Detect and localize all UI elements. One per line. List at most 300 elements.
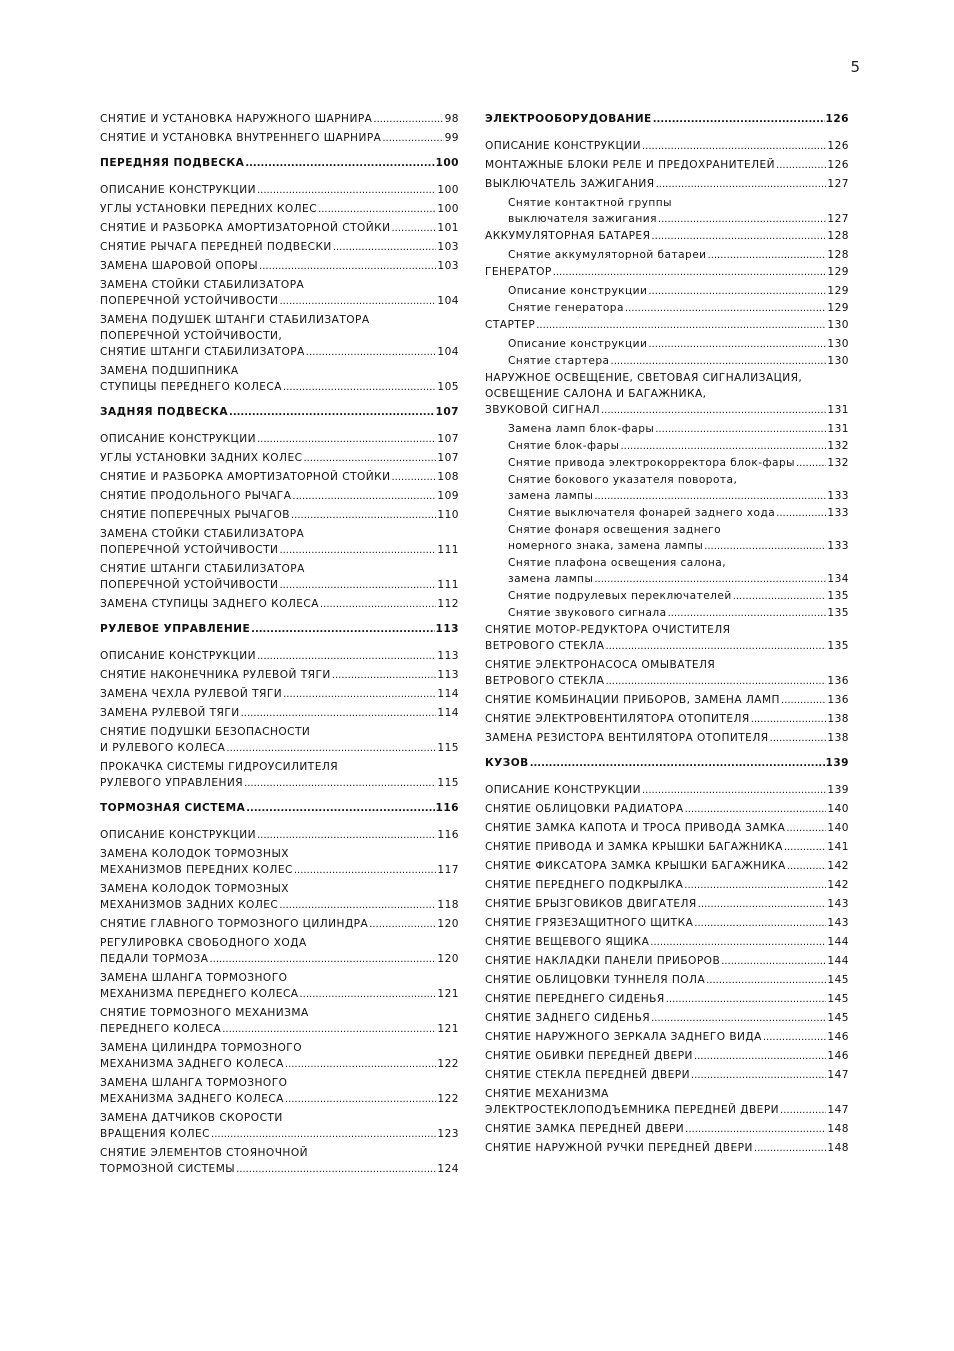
toc-dot-leader (721, 954, 826, 970)
toc-entry (485, 782, 849, 799)
toc-entry-title: ОСВЕЩЕНИЕ САЛОНА И БАГАЖНИКА, (485, 388, 707, 400)
toc-dot-leader (648, 337, 826, 353)
toc-line (485, 111, 849, 128)
toc-entry-title: СНЯТИЕ ПРИВОДА И ЗАМКА КРЫШКИ БАГАЖНИКА (485, 841, 783, 853)
toc-entry (485, 1086, 849, 1119)
toc-line (485, 522, 849, 538)
toc-entry (100, 220, 459, 237)
toc-dot-leader (244, 776, 436, 792)
toc-entry-title: ВЕТРОВОГО СТЕКЛА (485, 640, 605, 652)
toc-page-number: 111 (437, 544, 459, 556)
toc-entry-title: ПОПЕРЕЧНОЙ УСТОЙЧИВОСТИ (100, 295, 279, 307)
toc-page-number: 98 (444, 113, 459, 125)
toc-line (100, 916, 459, 933)
toc-entry-title: ЗАМЕНА КОЛОДОК ТОРМОЗНЫХ (100, 848, 289, 860)
toc-entry (485, 991, 849, 1008)
toc-line (485, 934, 849, 951)
toc-dot-leader (642, 783, 826, 799)
toc-entry (100, 561, 459, 594)
toc-entry (100, 846, 459, 879)
toc-entry-title: ЗАМЕНА ПОДШИПНИКА (100, 365, 239, 377)
toc-line (485, 1140, 849, 1157)
toc-page-number: 120 (437, 918, 459, 930)
toc-entry-title: СНЯТИЕ ФИКСАТОРА ЗАМКА КРЫШКИ БАГАЖНИКА (485, 860, 786, 872)
toc-page-number: 111 (437, 579, 459, 591)
toc-dot-leader (781, 693, 826, 709)
toc-page-number: 135 (827, 590, 849, 602)
toc-entry-title: ЗАМЕНА РУЛЕВОЙ ТЯГИ (100, 707, 240, 719)
toc-line (100, 344, 459, 361)
toc-line (485, 247, 849, 264)
toc-line (100, 648, 459, 665)
toc-entry (100, 596, 459, 613)
toc-entry-title: СНЯТИЕ МОТОР-РЕДУКТОРА ОЧИСТИТЕЛЯ (485, 624, 731, 636)
toc-dot-leader (611, 354, 827, 370)
toc-dot-leader (299, 987, 436, 1003)
toc-page-number: 112 (437, 598, 459, 610)
toc-entry (485, 896, 849, 913)
toc-line (100, 827, 459, 844)
toc-entry-title: СНЯТИЕ ГРЯЗЕЗАЩИТНОГО ЩИТКА (485, 917, 694, 929)
toc-dot-leader (257, 649, 436, 665)
toc-dot-leader (236, 1162, 436, 1178)
toc-entry (485, 1121, 849, 1138)
toc-entry-title: СНЯТИЕ НАРУЖНОЙ РУЧКИ ПЕРЕДНЕЙ ДВЕРИ (485, 1142, 753, 1154)
toc-entry-title: МЕХАНИЗМОВ ПЕРЕДНИХ КОЛЕС (100, 864, 293, 876)
toc-line (100, 111, 459, 128)
toc-line (100, 526, 459, 542)
toc-entry (485, 622, 849, 655)
toc-entry-title: Снятие контактной группы (508, 197, 672, 209)
toc-line (485, 877, 849, 894)
toc-entry (485, 138, 849, 155)
toc-page-number: 134 (827, 573, 849, 585)
toc-entry-title: СНЯТИЕ ПОДУШКИ БЕЗОПАСНОСТИ (100, 726, 311, 738)
toc-entry-title: ЭЛЕКТРООБОРУДОВАНИЕ (485, 113, 652, 125)
toc-line (100, 155, 459, 172)
toc-dot-leader (279, 578, 436, 594)
toc-page-number: 141 (827, 841, 849, 853)
toc-subentry (485, 421, 849, 438)
toc-line (485, 858, 849, 875)
toc-dot-leader (770, 731, 827, 747)
toc-section-heading (485, 111, 849, 128)
toc-line (100, 239, 459, 256)
toc-page-number: 126 (825, 113, 849, 125)
toc-dot-leader (733, 589, 827, 605)
toc-entry-title: ГЕНЕРАТОР (485, 266, 552, 278)
toc-entry-title: ПЕДАЛИ ТОРМОЗА (100, 953, 209, 965)
toc-dot-leader (369, 917, 436, 933)
toc-entry-title: СТАРТЕР (485, 319, 536, 331)
toc-entry (485, 730, 849, 747)
toc-entry-title: СНЯТИЕ БРЫЗГОВИКОВ ДВИГАТЕЛЯ (485, 898, 697, 910)
toc-entry-title: ОПИСАНИЕ КОНСТРУКЦИИ (100, 829, 256, 841)
toc-section-heading (100, 800, 459, 817)
toc-entry (100, 1110, 459, 1143)
toc-entry-title: СНЯТИЕ ЭЛЕКТРОВЕНТИЛЯТОРА ОТОПИТЕЛЯ (485, 713, 750, 725)
toc-entry (485, 711, 849, 728)
toc-line (100, 970, 459, 986)
toc-page-number: 133 (827, 490, 849, 502)
toc-entry-title: ТОРМОЗНАЯ СИСТЕМА (100, 802, 246, 814)
toc-line (100, 1005, 459, 1021)
toc-entry (100, 648, 459, 665)
toc-line (485, 1102, 849, 1119)
toc-line (485, 801, 849, 818)
toc-page-number: 107 (437, 452, 459, 464)
toc-page-number: 133 (827, 507, 849, 519)
toc-page-number: 104 (437, 295, 459, 307)
toc-dot-leader (530, 756, 825, 772)
toc-entry (485, 820, 849, 837)
toc-page-number: 139 (825, 757, 849, 769)
toc-line (485, 1086, 849, 1102)
toc-line (485, 386, 849, 402)
toc-entry-title: СНЯТИЕ ЗАМКА ПЕРЕДНЕЙ ДВЕРИ (485, 1123, 685, 1135)
toc-entry-title: СНЯТИЕ И УСТАНОВКА НАРУЖНОГО ШАРНИРА (100, 113, 373, 125)
toc-dot-leader (684, 878, 826, 894)
toc-line (100, 220, 459, 237)
toc-page-number: 140 (827, 822, 849, 834)
toc-line (100, 1126, 459, 1143)
toc-entry (100, 431, 459, 448)
toc-line (485, 488, 849, 505)
toc-line (100, 1091, 459, 1108)
page-number: 5 (850, 58, 860, 76)
toc-entry-title: замена лампы (508, 490, 594, 502)
toc-entry (485, 858, 849, 875)
toc-line (485, 264, 849, 281)
toc-page-number: 116 (437, 829, 459, 841)
toc-line (100, 450, 459, 467)
toc-dot-leader (776, 158, 826, 174)
toc-line (485, 991, 849, 1008)
toc-dot-leader (291, 508, 436, 524)
toc-subentry (485, 247, 849, 264)
toc-dot-leader (246, 801, 434, 817)
toc-entry (100, 705, 459, 722)
toc-dot-leader (245, 156, 434, 172)
toc-entry-title: ЭЛЕКТРОСТЕКЛОПОДЪЕМНИКА ПЕРЕДНЕЙ ДВЕРИ (485, 1104, 780, 1116)
toc-page-number: 117 (437, 864, 459, 876)
toc-line (100, 130, 459, 147)
toc-entry (100, 469, 459, 486)
toc-subentry (485, 300, 849, 317)
toc-subentry (485, 555, 849, 588)
toc-page-number: 132 (827, 457, 849, 469)
toc-entry-title: Снятие выключателя фонарей заднего хода (508, 507, 776, 519)
toc-line (100, 759, 459, 775)
toc-line (485, 176, 849, 193)
toc-dot-leader (241, 706, 437, 722)
toc-line (100, 686, 459, 703)
toc-page-number: 133 (827, 540, 849, 552)
toc-dot-leader (594, 489, 826, 505)
toc-page-number: 130 (827, 338, 849, 350)
toc-line (485, 571, 849, 588)
toc-page-number: 120 (437, 953, 459, 965)
toc-entry-title: СНЯТИЕ ПЕРЕДНЕГО СИДЕНЬЯ (485, 993, 665, 1005)
toc-page-number: 129 (827, 302, 849, 314)
toc-dot-leader (776, 506, 826, 522)
toc-page-number: 116 (435, 802, 459, 814)
toc-dot-leader (704, 539, 826, 555)
toc-entry (485, 972, 849, 989)
toc-line (100, 596, 459, 613)
toc-line (485, 953, 849, 970)
toc-page-number: 135 (827, 640, 849, 652)
toc-entry (100, 881, 459, 914)
toc-line (100, 312, 459, 328)
toc-line (485, 336, 849, 353)
toc-entry-title: МЕХАНИЗМА ЗАДНЕГО КОЛЕСА (100, 1058, 284, 1070)
toc-dot-leader (780, 1103, 826, 1119)
toc-line (485, 538, 849, 555)
toc-page-number: 131 (827, 404, 849, 416)
toc-page-number: 110 (437, 509, 459, 521)
toc-entry-title: УГЛЫ УСТАНОВКИ ЗАДНИХ КОЛЕС (100, 452, 303, 464)
toc-entry-title: ВЕТРОВОГО СТЕКЛА (485, 675, 605, 687)
toc-line (485, 673, 849, 690)
toc-page-number: 126 (827, 159, 849, 171)
toc-entry-title: ВЫКЛЮЧАТЕЛЬ ЗАЖИГАНИЯ (485, 178, 655, 190)
toc-entry (485, 915, 849, 932)
toc-entry-title: И РУЛЕВОГО КОЛЕСА (100, 742, 226, 754)
toc-page-number: 107 (435, 406, 459, 418)
toc-dot-leader (651, 1011, 826, 1027)
toc-entry (100, 827, 459, 844)
toc-dot-leader (229, 405, 435, 421)
toc-line (485, 896, 849, 913)
toc-line (100, 201, 459, 218)
toc-page-number: 100 (435, 157, 459, 169)
toc-entry-title: ЗАМЕНА ДАТЧИКОВ СКОРОСТИ (100, 1112, 283, 1124)
toc-dot-leader (536, 318, 826, 334)
toc-dot-leader (694, 916, 826, 932)
toc-page-number: 142 (827, 860, 849, 872)
toc-dot-leader (658, 212, 827, 228)
toc-line (100, 986, 459, 1003)
toc-page-number: 139 (827, 784, 849, 796)
toc-dot-leader (257, 432, 436, 448)
toc-dot-leader (318, 202, 436, 218)
toc-dot-leader (373, 112, 443, 128)
toc-entry-title: КУЗОВ (485, 757, 529, 769)
toc-subentry (485, 195, 849, 228)
toc-page-number: 129 (827, 266, 849, 278)
toc-entry-title: СНЯТИЕ МЕХАНИЗМА (485, 1088, 609, 1100)
toc-entry-title: ОПИСАНИЕ КОНСТРУКЦИИ (100, 650, 256, 662)
toc-page-number: 101 (437, 222, 459, 234)
toc-page-number: 129 (827, 285, 849, 297)
toc-page-number: 143 (827, 917, 849, 929)
toc-dot-leader (392, 221, 437, 237)
toc-entry (485, 157, 849, 174)
toc-dot-leader (279, 898, 436, 914)
toc-entry-title: СНЯТИЕ ОБЛИЦОВКИ ТУННЕЛЯ ПОЛА (485, 974, 706, 986)
toc-dot-leader (656, 177, 827, 193)
toc-dot-leader (553, 265, 827, 281)
toc-page-number: 147 (827, 1069, 849, 1081)
toc-subentry (485, 505, 849, 522)
toc-entry-title: ВРАЩЕНИЯ КОЛЕС (100, 1128, 211, 1140)
toc-dot-leader (668, 606, 827, 622)
toc-entry (100, 201, 459, 218)
toc-line (485, 638, 849, 655)
toc-entry (100, 239, 459, 256)
toc-entry-title: ЗАМЕНА СТОЙКИ СТАБИЛИЗАТОРА (100, 279, 305, 291)
toc-entry (100, 182, 459, 199)
toc-right-column (485, 111, 849, 1159)
toc-line (100, 621, 459, 638)
toc-line (100, 328, 459, 344)
toc-entry-title: РУЛЕВОЕ УПРАВЛЕНИЕ (100, 623, 251, 635)
toc-line (485, 1121, 849, 1138)
toc-dot-leader (754, 1141, 827, 1157)
toc-dot-leader (303, 451, 436, 467)
toc-line (100, 1056, 459, 1073)
toc-line (100, 1145, 459, 1161)
toc-entry (485, 176, 849, 193)
toc-line (100, 182, 459, 199)
toc-entry (100, 363, 459, 396)
toc-entry-title: ЗАМЕНА РЕЗИСТОРА ВЕНТИЛЯТОРА ОТОПИТЕЛЯ (485, 732, 769, 744)
toc-entry (100, 1040, 459, 1073)
toc-page-number: 127 (827, 178, 849, 190)
toc-entry (100, 935, 459, 968)
toc-entry-title: выключателя зажигания (508, 213, 657, 225)
toc-page-number: 148 (827, 1123, 849, 1135)
toc-entry-title: СНЯТИЕ ЗАМКА КАПОТА И ТРОСА ПРИВОДА ЗАМКА (485, 822, 786, 834)
toc-page-number: 136 (827, 675, 849, 687)
toc-dot-leader (653, 112, 825, 128)
toc-line (100, 363, 459, 379)
toc-line (485, 402, 849, 419)
toc-entry-title: Снятие плафона освещения салона, (508, 557, 727, 569)
toc-line (485, 353, 849, 370)
toc-entry (100, 277, 459, 310)
toc-entry-title: ПЕРЕДНЯЯ ПОДВЕСКА (100, 157, 245, 169)
toc-entry-title: ЗАМЕНА КОЛОДОК ТОРМОЗНЫХ (100, 883, 289, 895)
toc-dot-leader (666, 992, 827, 1008)
toc-section-heading (100, 155, 459, 172)
toc-entry (485, 1048, 849, 1065)
toc-entry (485, 692, 849, 709)
toc-line (100, 469, 459, 486)
toc-line (100, 667, 459, 684)
toc-page-number: 145 (827, 993, 849, 1005)
toc-subentry (485, 336, 849, 353)
toc-line (100, 881, 459, 897)
toc-entry-title: СНЯТИЕ И РАЗБОРКА АМОРТИЗАТОРНОЙ СТОЙКИ (100, 222, 391, 234)
toc-entry-title: СНЯТИЕ НАКОНЕЧНИКА РУЛЕВОЙ ТЯГИ (100, 669, 331, 681)
toc-dot-leader (698, 897, 827, 913)
toc-page-number: 128 (827, 230, 849, 242)
toc-entry-title: СНЯТИЕ ОБИВКИ ПЕРЕДНЕЙ ДВЕРИ (485, 1050, 693, 1062)
toc-line (100, 1161, 459, 1178)
toc-entry-title: ЗАМЕНА ПОДУШЕК ШТАНГИ СТАБИЛИЗАТОРА (100, 314, 370, 326)
toc-dot-leader (786, 821, 826, 837)
toc-dot-leader (685, 802, 827, 818)
toc-entry (100, 526, 459, 559)
toc-line (100, 1021, 459, 1038)
toc-line (100, 577, 459, 594)
toc-line (100, 935, 459, 951)
toc-section-heading (100, 621, 459, 638)
toc-line (485, 820, 849, 837)
toc-entry-title: ОПИСАНИЕ КОНСТРУКЦИИ (485, 140, 641, 152)
toc-line (100, 724, 459, 740)
toc-page-number: 130 (827, 319, 849, 331)
toc-dot-leader (283, 380, 436, 396)
toc-dot-leader (226, 741, 436, 757)
toc-dot-leader (306, 345, 437, 361)
toc-page-number: 105 (437, 381, 459, 393)
toc-dot-leader (642, 139, 826, 155)
toc-entry-title: Описание конструкции (508, 285, 648, 297)
toc-dot-leader (257, 183, 436, 199)
toc-line (100, 740, 459, 757)
toc-page-number: 142 (827, 879, 849, 891)
toc-dot-leader (333, 240, 437, 256)
toc-entry-title: ТОРМОЗНОЙ СИСТЕМЫ (100, 1163, 236, 1175)
toc-entry-title: СНЯТИЕ ТОРМОЗНОГО МЕХАНИЗМА (100, 1007, 309, 1019)
toc-page-number: 145 (827, 974, 849, 986)
toc-dot-leader (694, 1049, 827, 1065)
toc-entry-title: СНЯТИЕ НАКЛАДКИ ПАНЕЛИ ПРИБОРОВ (485, 955, 721, 967)
toc-line (485, 228, 849, 245)
toc-entry (100, 724, 459, 757)
toc-dot-leader (787, 859, 827, 875)
toc-subentry (485, 522, 849, 555)
toc-line (100, 775, 459, 792)
toc-page-number: 132 (827, 440, 849, 452)
toc-page-number: 144 (827, 955, 849, 967)
toc-entry-title: Замена ламп блок-фары (508, 423, 655, 435)
toc-entry-title: Снятие бокового указателя поворота, (508, 474, 738, 486)
toc-entry (485, 839, 849, 856)
toc-line (100, 379, 459, 396)
toc-line (485, 622, 849, 638)
toc-page-number: 128 (827, 249, 849, 261)
toc-entry (485, 877, 849, 894)
toc-line (100, 705, 459, 722)
toc-page-number: 127 (827, 213, 849, 225)
toc-line (485, 211, 849, 228)
toc-line (485, 317, 849, 334)
toc-entry-title: СНЯТИЕ ОБЛИЦОВКИ РАДИАТОРА (485, 803, 684, 815)
toc-page-number: 131 (827, 423, 849, 435)
toc-entry (100, 507, 459, 524)
toc-page-number: 147 (827, 1104, 849, 1116)
toc-line (100, 561, 459, 577)
toc-page-number: 130 (827, 355, 849, 367)
toc-entry-title: ОПИСАНИЕ КОНСТРУКЦИИ (100, 433, 256, 445)
toc-page-number: 146 (827, 1031, 849, 1043)
toc-page-number: 103 (437, 260, 459, 272)
toc-entry (100, 488, 459, 505)
toc-subentry (485, 472, 849, 505)
toc-subentry (485, 353, 849, 370)
toc-line (485, 438, 849, 455)
toc-page-number: 114 (437, 688, 459, 700)
toc-line (485, 1029, 849, 1046)
toc-left-column (100, 111, 459, 1180)
toc-entry (485, 801, 849, 818)
toc-entry-title: Снятие стартера (508, 355, 610, 367)
toc-page-number: 103 (437, 241, 459, 253)
